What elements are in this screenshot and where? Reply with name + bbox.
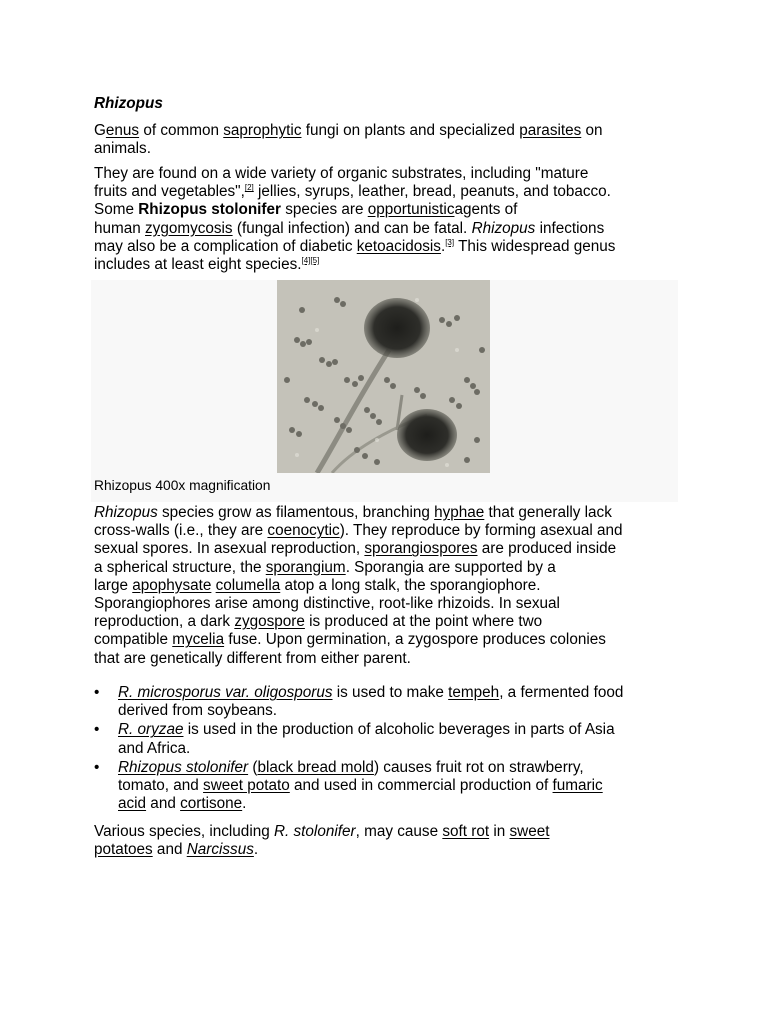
list-item: • R. oryzae is used in the production of alcoholic beverages in parts of Asia and Africa.	[94, 721, 615, 757]
p2-line-2: fruits and vegetables",[2] jellies, syrups, leather, bread, peanuts, and tobacco.	[94, 183, 611, 201]
morphology-paragraph	[94, 504, 684, 668]
columella-link[interactable]: columella	[215, 576, 281, 594]
p3-line-6: Sporangiophores arise among distinctive, root-like rhizoids. In sexual	[94, 595, 560, 613]
sporangiospores-link[interactable]: sporangiospores	[364, 540, 478, 558]
p3-line-8: compatible mycelia fuse. Upon germination, a zygospore produces colonies	[94, 631, 606, 649]
fumaric-acid-link[interactable]: fumaric	[552, 777, 603, 795]
p2-line-1: They are found on a wide variety of organic substrates, including "mature	[94, 165, 589, 182]
intro-line-2: animals.	[94, 140, 151, 158]
microscope-photo-icon	[277, 280, 490, 473]
p3-line-7: reproduction, a dark zygospore is produced at the point where two	[94, 613, 543, 631]
tempeh-link[interactable]: tempeh	[448, 684, 500, 701]
list-item: • R. microsporus var. oligosporus is used to make tempeh, a fermented food derived from soybeans.	[94, 684, 624, 720]
saprophytic-link[interactable]: saprophytic	[223, 122, 302, 139]
page-title: Rhizopus	[94, 95, 163, 112]
black-bread-mold-link[interactable]: black bread mold	[257, 758, 374, 776]
bullet-icon: •	[94, 721, 100, 739]
sweet-potatoes-link-cont[interactable]: potatoes	[94, 841, 153, 859]
bullet-icon: •	[94, 758, 100, 776]
r-microsporus-link[interactable]: R. microsporus var. oligosporus	[118, 684, 333, 701]
citation-5[interactable]: [5]	[310, 256, 320, 266]
cortisone-link[interactable]: cortisone	[180, 795, 243, 813]
substrates-paragraph	[94, 165, 684, 274]
intro-line-1: Genus of common saprophytic fungi on plants and specialized parasites on	[94, 122, 603, 139]
zygomycosis-link[interactable]: zygomycosis	[145, 219, 233, 237]
p3-line-3: sexual spores. In asexual reproduction, sporangiospores are produced inside	[94, 540, 617, 558]
mycelia-link[interactable]: mycelia	[172, 631, 225, 649]
list-item: • Rhizopus stolonifer (black bread mold) causes fruit rot on strawberry, tomato, and sweet potato and used in commercial production of fumaric acid and cortisone.	[94, 758, 603, 813]
ketoacidosis-link[interactable]: ketoacidosis	[356, 237, 441, 255]
citation-2[interactable]: [2]	[244, 183, 254, 193]
figure-caption: Rhizopus 400x magnification	[94, 478, 271, 493]
zygospore-link[interactable]: zygospore	[234, 613, 305, 631]
p2-line-3: Some Rhizopus stolonifer species are opportunisticagents of	[94, 201, 518, 219]
intro-paragraph	[94, 122, 684, 158]
figure	[91, 280, 678, 502]
p3-line-1: Rhizopus species grow as filamentous, branching hyphae that generally lack	[94, 504, 612, 521]
p3-line-9: that are genetically different from either parent.	[94, 649, 411, 667]
citation-3[interactable]: [3]	[445, 237, 455, 247]
rhizopus-stolonifer-bold: Rhizopus stolonifer	[138, 201, 281, 219]
p2-line-5: may also be a complication of diabetic ketoacidosis.[3] This widespread genus	[94, 237, 616, 255]
coenocytic-link[interactable]: coenocytic	[267, 522, 340, 540]
p2-line-4: human zygomycosis (fungal infection) and can be fatal. Rhizopus infections	[94, 219, 605, 237]
apophysate-link[interactable]: apophysate	[132, 576, 212, 594]
bullet-icon: •	[94, 684, 100, 701]
hyphae-link[interactable]: hyphae	[434, 504, 485, 521]
citation-4[interactable]: [4]	[301, 256, 311, 266]
species-list	[94, 684, 694, 814]
parasites-link[interactable]: parasites	[519, 122, 582, 139]
opportunistic-link[interactable]: opportunistic	[367, 201, 455, 219]
p3-line-4: a spherical structure, the sporangium. Sporangia are supported by a	[94, 558, 556, 576]
narcissus-link[interactable]: Narcissus	[186, 841, 254, 859]
fumaric-acid-link-cont[interactable]: acid	[118, 795, 147, 813]
p3-line-5: large apophysate columella atop a long stalk, the sporangiophore.	[94, 576, 541, 594]
sporangium-link[interactable]: sporangium	[265, 558, 346, 576]
sweet-potato-link[interactable]: sweet potato	[203, 777, 290, 795]
sweet-potatoes-link[interactable]: sweet	[509, 823, 550, 840]
p3-line-2: cross-walls (i.e., they are coenocytic). They reproduce by forming asexual and	[94, 522, 623, 540]
r-oryzae-link[interactable]: R. oryzae	[118, 721, 184, 739]
soft-rot-link[interactable]: soft rot	[442, 823, 490, 840]
rhizopus-stolonifer-link[interactable]: Rhizopus stolonifer	[118, 758, 249, 776]
soft-rot-paragraph: Various species, including R. stolonifer, may cause soft rot in sweet potatoes and Narcissus.	[94, 823, 550, 859]
p2-line-6: includes at least eight species.[4][5]	[94, 256, 320, 274]
genus-link[interactable]: Genus	[94, 122, 140, 139]
